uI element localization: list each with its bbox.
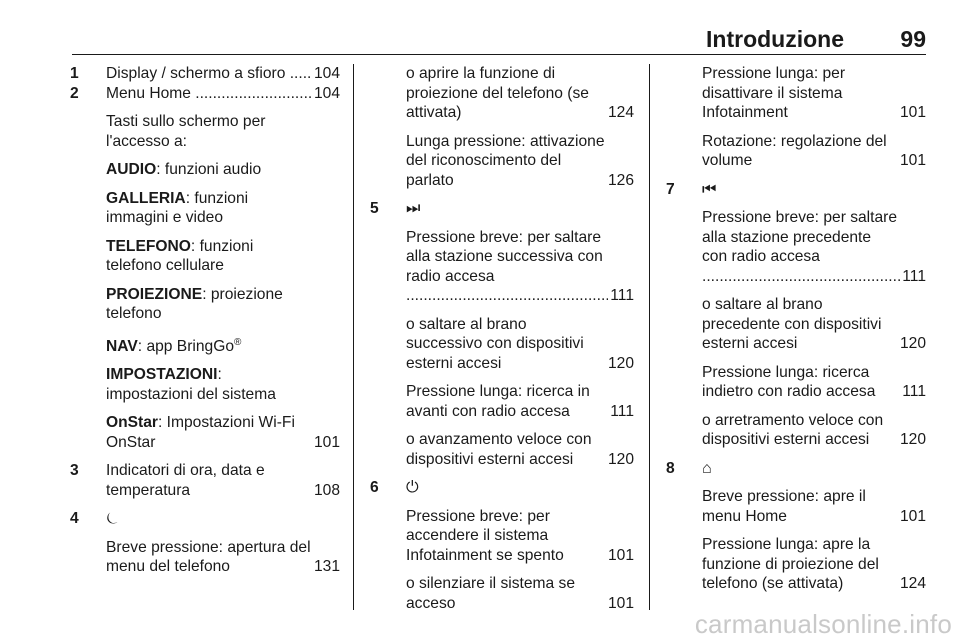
item-text: Indicatori di ora, data e temperatura [106,462,265,499]
reference-line: Pressione lunga: ricerca indietro con radio accesa ..... 111 [702,363,926,402]
reference-line: o avanzamento veloce con dispositivi esterni accesi ..... 120 [406,430,634,469]
item-text: Menu Home [106,84,191,102]
reference-line: Rotazione: regolazione del volume ..... 101 [702,132,926,171]
list-item [70,64,340,84]
list-item [666,459,926,594]
section-title: Introduzione [706,26,844,52]
item-number: 6 [370,479,379,496]
list-item [370,199,634,469]
page-reference[interactable]: 131 [313,558,340,576]
reference-line: Pressione lunga: per disattivare il sistema Infotainment ..... 101 [702,64,926,123]
reference-line: Pressione lunga: ricerca in avanti con radio accesa ..... 111 [406,382,634,421]
page-reference[interactable]: 120 [899,431,926,448]
page-reference[interactable]: 101 [313,433,340,451]
reference-line [106,64,340,84]
power-icon: ⏻ [406,479,419,496]
item-number: 5 [370,200,379,217]
list-item [666,64,926,171]
reference-line: Pressione breve: per saltare alla stazione successiva con radio accesa ..... 111 [406,228,634,306]
reference-line: OnStar: Impostazioni Wi-Fi OnStar ..... 101 [106,413,340,452]
page-reference[interactable]: 120 [607,450,634,468]
page-reference[interactable]: 111 [610,402,634,420]
page-reference[interactable]: 120 [607,354,634,372]
reference-line: Breve pressione: apre il menu Home ..... 101 [702,487,926,526]
paragraph: GALLERIA: funzioni immagini e video [106,189,249,226]
reference-line: o silenziare il sistema se acceso ..... 101 [406,574,634,613]
item-text: Breve pressione: apertura del menu del telefono [106,538,311,576]
page-reference[interactable]: 111 [902,267,926,285]
column-divider [353,64,354,610]
page-reference[interactable]: 101 [899,104,926,121]
page-number: 99 [900,26,926,52]
column-1 [70,64,340,577]
next-track-icon: ⏭ [406,200,421,217]
reference-line [106,461,340,500]
phone-icon: ⏾ [106,510,119,528]
list-item [70,509,340,577]
reference-line: o saltare al brano successivo con dispositivi esterni accesi ..... 120 [406,315,634,374]
page-reference[interactable]: 111 [902,383,926,400]
list-item [370,64,634,190]
item-number: 2 [70,84,79,102]
reference-line: Pressione breve: per accendere il sistema Infotainment se spento ..... 101 [406,507,634,566]
page-reference[interactable]: 126 [607,171,634,189]
list-item [70,84,340,453]
paragraph: TELEFONO: funzioni telefono cellulare [106,237,254,274]
item-text: Display / schermo a sfioro [106,65,286,82]
paragraph: Tasti sullo schermo per l'accesso a: [106,113,266,150]
header-rule [72,54,926,55]
reference-line [106,84,340,104]
list-item [666,180,926,450]
reference-line: Pressione lunga: apre la funzione di proiezione del telefono (se attivata) ..... 124 [702,535,926,594]
page-reference[interactable]: 104 [313,65,340,82]
list-item [70,461,340,500]
item-number: 4 [70,510,79,528]
reference-line: o saltare al brano precedente con dispositivi esterni accesi ..... 120 [702,295,926,354]
home-icon: ⌂ [702,459,712,477]
page-reference[interactable]: 101 [607,546,634,564]
paragraph: IMPOSTAZIONI: impostazioni del sistema [106,366,276,403]
item-number: 1 [70,65,79,82]
page-reference[interactable]: 111 [610,287,634,304]
page-reference[interactable]: 108 [313,481,340,499]
page-reference[interactable]: 101 [607,594,634,612]
page-reference[interactable]: 104 [313,84,340,102]
page-reference[interactable]: 101 [899,152,926,169]
reference-line [106,538,340,577]
item-number: 3 [70,462,79,480]
watermark: carmanualsonline.info [694,609,952,639]
reference-line: o arretramento veloce con dispositivi esterni accesi ..... 120 [702,411,926,450]
item-number: 8 [666,459,675,477]
column-2 [370,64,634,613]
reference-line: o aprire la funzione di proiezione del telefono (se attivata) ..... 124 [406,64,634,123]
page-reference[interactable]: 124 [899,575,926,592]
page-reference[interactable]: 101 [899,507,926,525]
paragraph: PROIEZIONE: proiezione telefono [106,285,283,322]
paragraph: NAV: app BringGo® [106,336,242,355]
item-number: 7 [666,180,675,198]
list-item [370,478,634,613]
previous-track-icon: ⏮ [702,180,717,198]
page-reference[interactable]: 124 [607,104,634,121]
reference-line: Lunga pressione: attivazione del riconoscimento del parlato ..... 126 [406,132,634,191]
column-3 [666,64,926,594]
column-divider [649,64,650,610]
reference-line: Pressione breve: per saltare alla stazione precedente con radio accesa ..... 111 [702,208,926,286]
page-header [0,24,926,54]
page-reference[interactable]: 120 [899,335,926,352]
paragraph: AUDIO: funzioni audio [106,161,262,178]
